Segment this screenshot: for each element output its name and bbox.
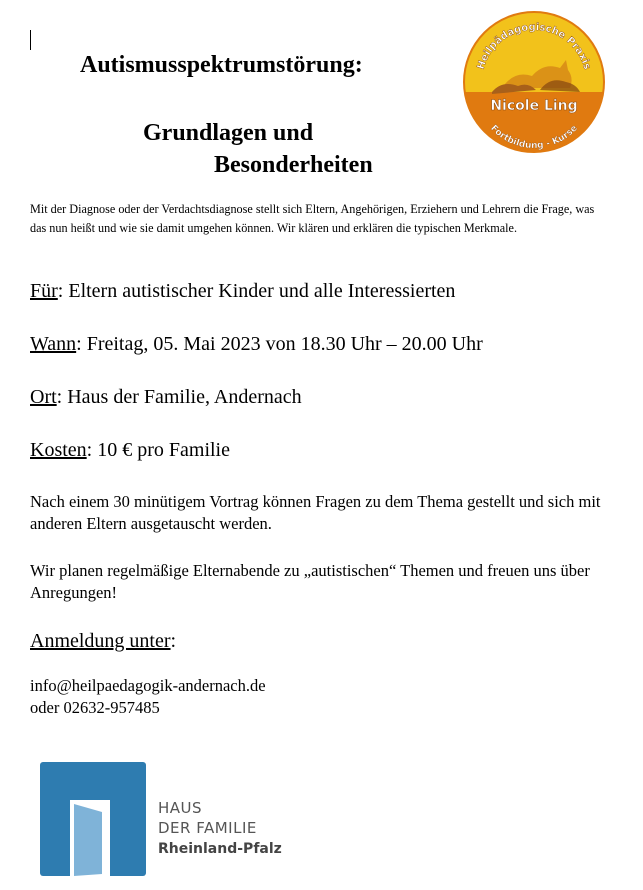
date-line (30, 333, 483, 356)
cost-label: Kosten (30, 439, 87, 461)
haus-der-familie-logo (40, 762, 146, 876)
hdf-line-3: Rheinland-Pfalz (158, 841, 282, 857)
logo-top-text: Heilpädagogische Praxis (475, 21, 593, 71)
praxis-logo (462, 10, 606, 154)
date-value: : Freitag, 05. Mai 2023 von 18.30 Uhr – 20.00 Uhr (76, 333, 483, 355)
contact-phone: oder 02632-957485 (30, 698, 160, 717)
page-title: Autismusspektrumstörung: (80, 52, 363, 78)
hdf-logo-text (158, 798, 282, 860)
cost-value: : 10 € pro Familie (86, 439, 230, 461)
talk-paragraph: Nach einem 30 minütigem Vortrag können Fragen zu dem Thema gestellt und sich mit anderen Eltern ausgetauscht werden. (30, 492, 601, 533)
audience-line (30, 280, 455, 303)
audience-value: : Eltern autistischer Kinder und alle Interessierten (57, 280, 456, 302)
hdf-line-1: HAUS (158, 799, 203, 817)
events-paragraph: Wir planen regelmäßige Elternabende zu „autistischen“ Themen und freuen uns über Anregungen! (30, 561, 590, 602)
contact-email[interactable]: info@heilpaedagogik-andernach.de (30, 676, 266, 695)
intro-paragraph: Mit der Diagnose oder der Verdachtsdiagnose stellt sich Eltern, Angehörigen, Erziehern und Lehrern die Frage, was das nun heißt und wie sie damit umgehen können. Wir klären und erklären die typischen Merkmale. (30, 202, 595, 235)
door-icon (74, 804, 102, 876)
audience-label: Für (30, 280, 58, 302)
logo-name-text: Nicole Ling (490, 98, 578, 114)
text-cursor (30, 30, 31, 50)
cost-line (30, 439, 230, 462)
location-line (30, 386, 302, 409)
registration-colon: : (170, 630, 177, 652)
subtitle-line-1: Grundlagen und (143, 120, 314, 146)
registration-label: Anmeldung unter (30, 630, 171, 652)
location-label: Ort (30, 386, 57, 408)
date-label: Wann (30, 333, 77, 355)
subtitle-line-2: Besonderheiten (214, 152, 373, 178)
location-value: : Haus der Familie, Andernach (56, 386, 302, 408)
hdf-line-2: DER FAMILIE (158, 819, 257, 837)
contact-block (30, 675, 266, 719)
logo-bottom-text: Fortbildung - Kurse (488, 123, 580, 152)
registration-heading (30, 630, 176, 653)
